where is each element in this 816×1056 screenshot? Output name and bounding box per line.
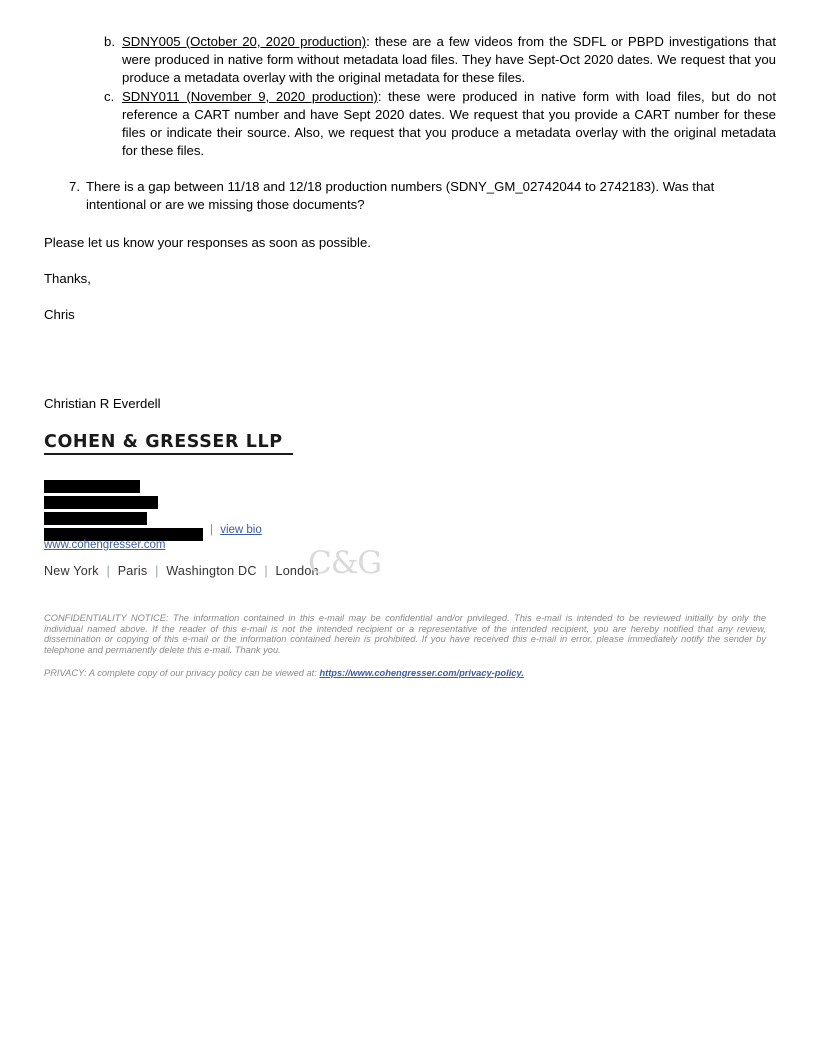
production-link-sdny005[interactable]: SDNY005 (October 20, 2020 production)	[122, 34, 367, 49]
redaction-bar	[44, 480, 140, 493]
paragraph-signoff: Chris	[44, 307, 75, 322]
numbered-item-text: There is a gap between 11/18 and 12/18 production numbers (SDNY_GM_02742044 to 2742183). Was that intentional or are we missing those documents?	[86, 179, 715, 213]
list-item-marker: b.	[104, 34, 115, 49]
list-item-text: : these are a few videos from the SDFL or PBPD investigations that were produced in native form without metadata load files. They have Sept-Oct 2020 dates. We request that you produce a metadata overlay with the original metadata for these files.	[122, 34, 776, 86]
numbered-list-item-7	[64, 178, 744, 215]
separator: |	[155, 564, 159, 578]
signature-name: Christian R Everdell	[44, 396, 161, 411]
numbered-item-marker: 7.	[69, 179, 80, 194]
city-paris: Paris	[117, 564, 148, 578]
city-london: London	[275, 564, 319, 578]
paragraph-response-request: Please let us know your responses as soon as possible.	[44, 235, 371, 250]
redaction-bar	[44, 512, 147, 525]
view-bio-link[interactable]: view bio	[220, 524, 262, 536]
firm-logo-rule	[44, 453, 293, 455]
privacy-notice	[44, 668, 766, 679]
city-new-york: New York	[44, 564, 99, 578]
redaction-bar	[44, 496, 158, 509]
list-item	[104, 88, 776, 161]
production-link-sdny011[interactable]: SDNY011 (November 9, 2020 production)	[122, 88, 378, 104]
sub-list	[104, 33, 776, 160]
firm-website-link[interactable]: www.cohengresser.com	[44, 539, 166, 551]
cg-watermark-logo: C&G	[308, 545, 382, 581]
list-item-body	[122, 33, 776, 88]
office-cities	[44, 564, 319, 578]
separator: |	[106, 564, 110, 578]
firm-logo	[44, 432, 283, 452]
list-item-marker: c.	[104, 88, 115, 104]
separator: |	[210, 524, 213, 536]
privacy-policy-link[interactable]: https://www.cohengresser.com/privacy-policy.	[319, 668, 524, 678]
website-line	[44, 539, 165, 551]
separator: |	[264, 564, 268, 578]
city-washington-dc: Washington DC	[166, 564, 257, 578]
bio-line	[206, 524, 262, 536]
list-item-text: : these were produced in native form with load files, but do not reference a CART number and have Sept 2020 dates. We request that you provide a CART number for these files or indicate their source. Also, we request that you produce a metadata overlay with the original metadata for these files.	[122, 88, 776, 159]
paragraph-thanks: Thanks,	[44, 271, 91, 286]
firm-logo-text: COHEN & GRESSER LLP	[44, 432, 283, 452]
redacted-contact-block	[44, 480, 203, 544]
privacy-notice-text: PRIVACY: A complete copy of our privacy policy can be viewed at:	[44, 668, 317, 678]
confidentiality-notice: CONFIDENTIALITY NOTICE: The information contained in this e-mail may be confidential and/or privileged. This e-mail is intended to be reviewed initially by only the individual named above. If the reader of this e-mail is not the intended recipient or a representative of the intended recipient, you are hereby notified that any review, dissemination or copying of this e-mail or the information contained herein is prohibited. If you have received this e-mail in error, please immediately notify the sender by telephone and permanently delete this e-mail. Thank you.	[44, 613, 766, 656]
list-item-body	[122, 88, 776, 161]
list-item	[104, 33, 776, 88]
